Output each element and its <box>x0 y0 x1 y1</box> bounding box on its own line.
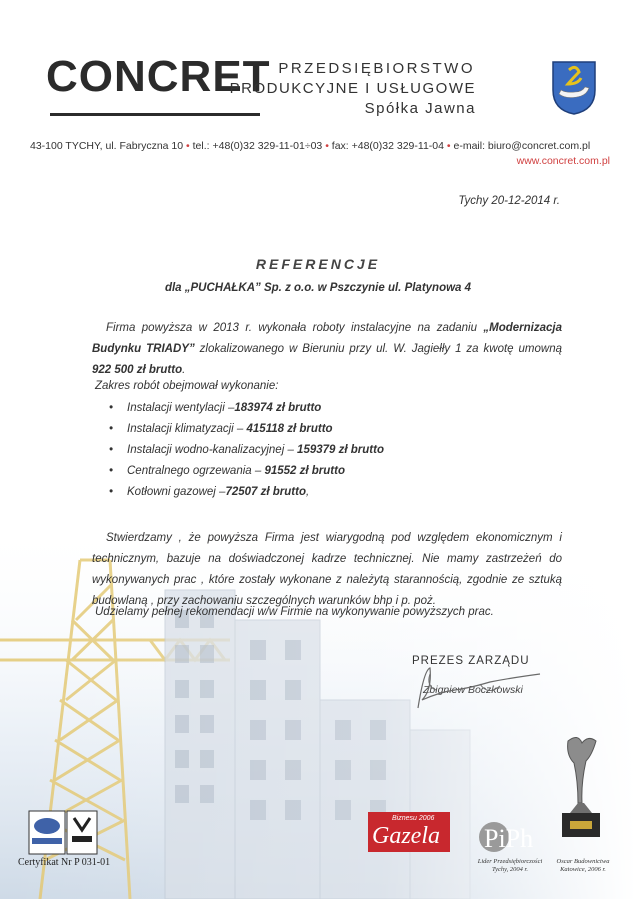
trophy-icon <box>548 733 614 841</box>
list-item: • Instalacji wentylacji –183974 zł brutto <box>109 398 384 419</box>
contact-fax: fax: +48(0)32 329-11-04 <box>331 140 444 152</box>
list-item: • Centralnego ogrzewania – 91552 zł brutto <box>109 461 384 482</box>
signature-name: Zbigniew Boczkowski <box>423 684 523 696</box>
company-logo: CONCRET <box>46 52 271 101</box>
paragraph-intro <box>92 318 562 381</box>
piph-logo-icon <box>476 815 538 855</box>
paragraph-text: zlokalizowanego w Bieruniu przy ul. W. Jagiełły 1 za kwotę umowną <box>194 343 562 355</box>
contact-phone: tel.: +48(0)32 329-11-01÷03 <box>192 140 323 152</box>
gazela-award-year: Biznesu 2006 <box>392 815 435 822</box>
logo-underline <box>50 113 260 116</box>
paragraph-recommendation: Udzielamy pełnej rekomendacji w/w Firmie na wykonywanie powyższych prac. <box>95 606 494 618</box>
trophy-caption: Oscar Budownictwa Katowice, 2006 r. <box>556 858 610 873</box>
contact-address: 43-100 TYCHY, ul. Fabryczna 10 <box>30 140 184 152</box>
list-item: • Kotłowni gazowej –72507 zł brutto, <box>109 482 384 503</box>
project-name: „Modernizacja Budynku TRIADY” <box>92 322 562 355</box>
separator-dot: • <box>325 140 332 152</box>
company-name-line3: Spółka Jawna <box>364 100 476 117</box>
piph-logo-text: PiPh <box>484 824 534 853</box>
paragraph-assessment: Stwierdzamy , że powyższa Firma jest wiarygodną pod względem ekonomicznym i technicznym, bazuje na doświadczonej kadrze technicznej. Nie mamy zastrzeżeń do wykonywanych prac , które zostały wykonane z należytą starannością, zgodnie ze sztuką budowlaną , przy zachowaniu szczególnych warunków bhp i p. poż. <box>92 532 562 607</box>
separator-dot: • <box>186 140 193 152</box>
letter-title: REFERENCJE <box>255 256 381 272</box>
contact-line <box>30 140 590 152</box>
website-link[interactable]: www.concret.com.pl <box>516 155 610 167</box>
separator-dot: • <box>446 140 454 152</box>
scope-list <box>109 398 384 503</box>
handwritten-signature <box>410 660 560 715</box>
contract-amount: 922 500 zł brutto <box>92 364 183 376</box>
signature-title: PREZES ZARZĄDU <box>412 655 530 667</box>
letter-subtitle: dla „PUCHAŁKA” Sp. z o.o. w Pszczynie ul. Platynowa 4 <box>164 282 472 294</box>
gazela-award-label: Gazela <box>372 823 440 849</box>
city-coat-of-arms-icon <box>551 60 597 116</box>
certificate-number: Certyfikat Nr P 031-01 <box>18 857 111 868</box>
piph-caption: Lider Przedsiębiorczości Tychy, 2004 r. <box>477 858 543 873</box>
letter-date: Tychy 20-12-2014 r. <box>458 195 560 207</box>
list-item: • Instalacji klimatyzacji – 415118 zł brutto <box>109 419 384 440</box>
company-name-line2: PRODUKCYJNE I USŁUGOWE <box>229 80 476 97</box>
iso-certificate-badge-icon <box>28 810 98 855</box>
paragraph-text: . <box>182 364 186 376</box>
scope-intro: Zakres robót obejmował wykonanie: <box>95 380 279 392</box>
contact-email[interactable]: e-mail: biuro@concret.com.pl <box>453 140 591 152</box>
list-item: • Instalacji wodno-kanalizacyjnej – 159379 zł brutto <box>109 440 384 461</box>
company-name-line1: PRZEDSIĘBIORSTWO <box>278 60 475 77</box>
paragraph-text: Firma powyższa w 2013 r. wykonała roboty instalacyjne na zadaniu <box>106 322 484 334</box>
